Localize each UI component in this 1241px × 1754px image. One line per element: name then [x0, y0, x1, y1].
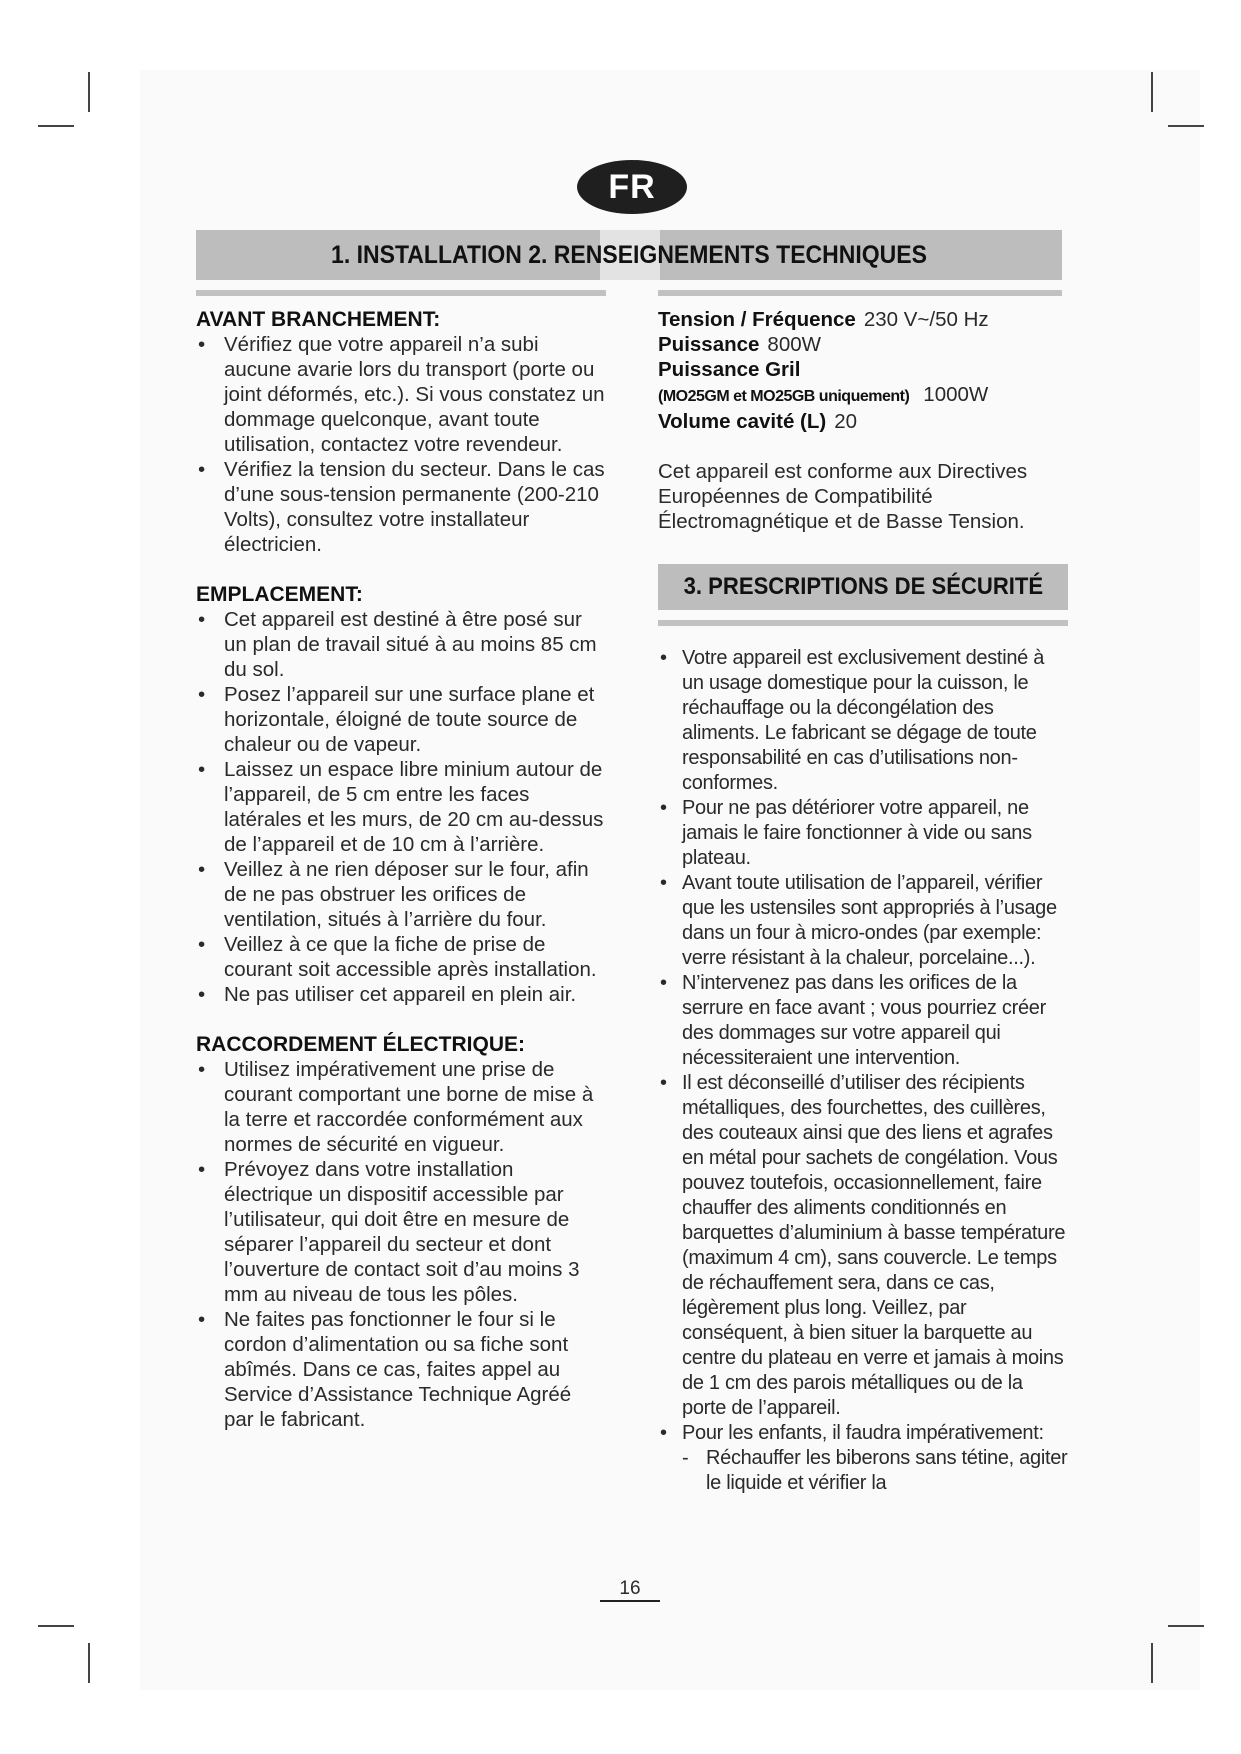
dash-item: - Réchauffer les biberons sans tétine, agiter le liquide et vérifier la	[682, 1447, 1068, 1494]
spec-puissance: Puissance 800W	[658, 333, 821, 356]
conformity-text: Cet appareil est conforme aux Directives Européennes de Compatibilité Électromagnétique et de Basse Tension.	[658, 460, 1028, 533]
list-item: • Laissez un espace libre minium autour de l’appareil, de 5 cm entre les faces latérales et les murs, de 20 cm au-dessus de l’appareil et de 10 cm à l’arrière.	[198, 758, 604, 856]
list-item: • Ne faites pas fonctionner le four si le cordon d’alimentation ou sa fiche sont abîmés. Dans ce cas, faites appel au Service d’Assistance Technique Agréé par le fabricant.	[198, 1308, 572, 1431]
list-item: • Utilisez impérativement une prise de courant comportant une borne de mise à la terre et raccordée conformément aux normes de sécurité en vigueur.	[198, 1058, 594, 1156]
page-number: 16	[600, 1578, 660, 1602]
list-item: • Pour les enfants, il faudra impérativement:	[660, 1422, 1044, 1444]
safety-rule	[658, 620, 1068, 626]
section-avant-branchement	[196, 307, 606, 557]
list-item: • Avant toute utilisation de l’appareil, vérifier que les ustensiles sont appropriés à l’usage dans un four à micro-ondes (par exemple: verre résistant à la chaleur, porcelaine...).	[660, 872, 1057, 969]
crop-mark-top-left-v	[88, 72, 90, 112]
list-item: • Il est déconseillé d’utiliser des récipients métalliques, des fourchettes, des cuillères, des couteaux ainsi que des liens et agrafes en métal pour sachets de congélation. Vous pouvez toutefois, occasionnellement, faire chauffer des aliments conditionnés en barquettes d’aluminium à basse température (maximum 4 cm), sans couvercle. Le temps de réchauffement sera, dans ce cas, légèrement plus long. Veillez, par conséquent, à bien situer la barquette au centre du plateau en verre et jamais à moins de 1 cm des parois métalliques ou de la porte de l’appareil.	[660, 1072, 1066, 1419]
bullet-list	[196, 332, 606, 557]
bullet-list	[196, 607, 606, 1007]
language-badge: FR	[577, 160, 687, 214]
list-item: • N’intervenez pas dans les orifices de la serrure en face avant ; vous pourriez créer des dommages sur votre appareil qui nécessiteraient une intervention.	[660, 972, 1046, 1069]
spec-gril-note: (MO25GM et MO25GB uniquement) 1000W	[658, 383, 989, 406]
crop-mark-bottom-right-h	[1168, 1625, 1204, 1627]
bullet-list	[196, 1057, 606, 1432]
spec-tension: Tension / Fréquence 230 V~/50 Hz	[658, 308, 989, 331]
crop-mark-top-left-h	[38, 125, 74, 127]
crop-mark-bottom-left-h	[38, 1625, 74, 1627]
spec-volume: Volume cavité (L) 20	[658, 410, 858, 433]
left-column	[196, 307, 606, 1457]
list-item: • Posez l’appareil sur une surface plane et horizontale, éloigné de toute source de chaleur ou de vapeur.	[198, 683, 595, 756]
section-raccordement	[196, 1032, 606, 1432]
list-item: • Ne pas utiliser cet appareil en plein air.	[198, 983, 577, 1006]
list-item: • Pour ne pas détériorer votre appareil, ne jamais le faire fonctionner à vide ou sans plateau.	[660, 797, 1032, 869]
list-item: • Vérifiez la tension du secteur. Dans le cas d’une sous-tension permanente (200-210 Volts), consultez votre installateur électricien.	[198, 458, 605, 556]
page-title: 1. INSTALLATION 2. RENSEIGNEMENTS TECHNIQUES	[331, 241, 927, 269]
crop-mark-bottom-left-v	[88, 1643, 90, 1683]
spec-gril: Puissance Gril	[658, 358, 801, 381]
title-rule-right	[658, 290, 1062, 296]
safety-list	[658, 646, 1068, 1446]
section-heading: AVANT BRANCHEMENT:	[196, 308, 441, 331]
crop-mark-bottom-right-v	[1151, 1643, 1153, 1683]
list-item: • Vérifiez que votre appareil n’a subi aucune avarie lors du transport (porte ou joint déformés, etc.). Si vous constatez un dommage quelconque, avant toute utilisation, contactez votre revendeur.	[198, 333, 605, 456]
list-item: • Prévoyez dans votre installation électrique un dispositif accessible par l’utilisateur, qui doit être en mesure de séparer l’appareil du secteur et dont l’ouverture de contact soit d’au moins 3 mm au niveau de tous les pôles.	[198, 1158, 580, 1306]
title-rule-left	[196, 290, 606, 296]
section-heading: RACCORDEMENT ÉLECTRIQUE:	[196, 1033, 525, 1056]
section-emplacement	[196, 582, 606, 1007]
crop-mark-top-right-v	[1151, 72, 1153, 112]
specs-block	[658, 307, 1068, 434]
right-column	[658, 307, 1068, 1496]
crop-mark-top-right-h	[1168, 125, 1204, 127]
section-heading: EMPLACEMENT:	[196, 583, 363, 606]
list-item: • Veillez à ce que la fiche de prise de courant soit accessible après installation.	[198, 933, 597, 981]
safety-title-box	[658, 564, 1068, 610]
list-item: • Veillez à ne rien déposer sur le four, afin de ne pas obstruer les orifices de ventilation, situés à l’arrière du four.	[198, 858, 589, 931]
list-item: • Votre appareil est exclusivement destiné à un usage domestique pour la cuisson, le réchauffage ou la décongélation des aliments. Le fabricant se dégage de toute responsabilité en cas d’utilisations non-conformes.	[660, 647, 1045, 794]
safety-title: 3. PRESCRIPTIONS DE SÉCURITÉ	[683, 573, 1043, 600]
list-item: • Cet appareil est destiné à être posé sur un plan de travail situé à au moins 85 cm du sol.	[198, 608, 597, 681]
